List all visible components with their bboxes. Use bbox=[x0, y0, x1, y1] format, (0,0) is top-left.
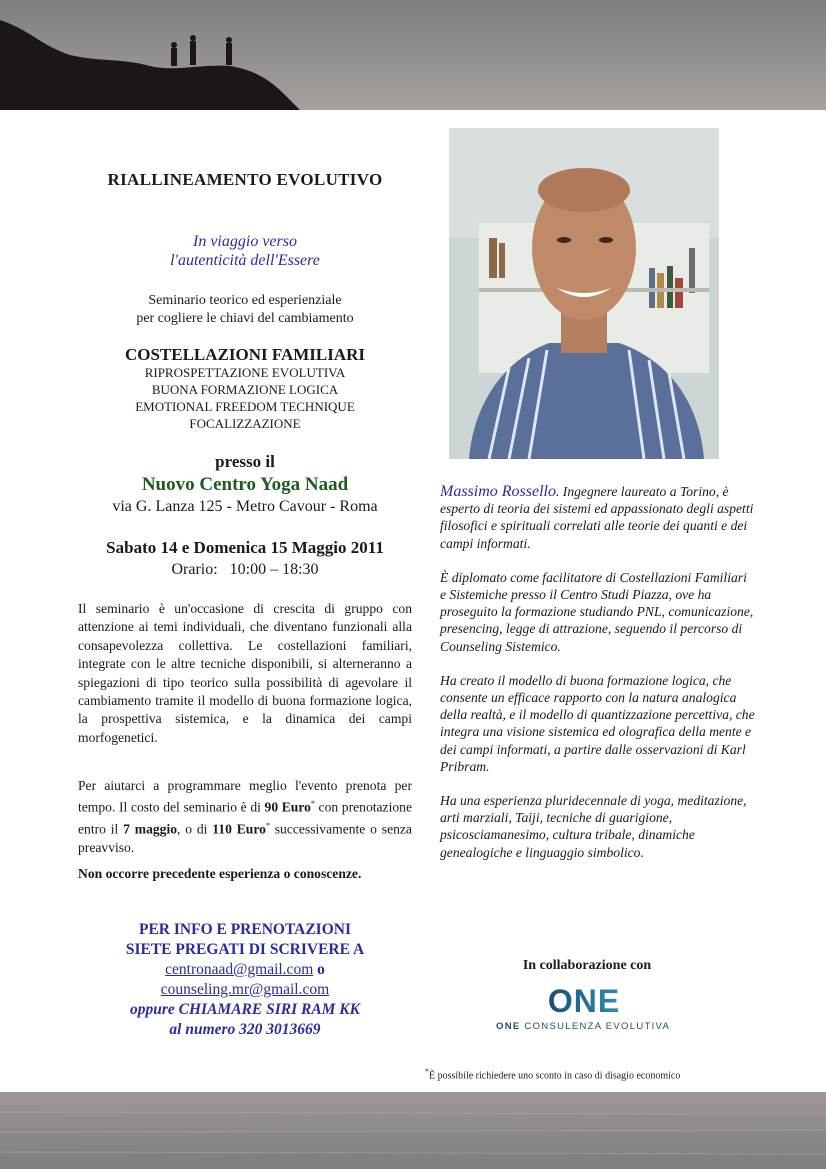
logo-wordmark bbox=[496, 1021, 676, 1032]
topic-item: EMOTIONAL FREEDOM TECHNIQUE bbox=[135, 399, 355, 414]
topic-item: BUONA FORMAZIONE LOGICA bbox=[151, 382, 339, 397]
footnote-mark: * bbox=[425, 1067, 429, 1076]
page-title: RIALLINEAMENTO EVOLUTIVO bbox=[107, 170, 383, 189]
hours-label: Orario: bbox=[171, 561, 218, 578]
logo-word-bold: ONE bbox=[496, 1021, 521, 1032]
tagline bbox=[78, 232, 412, 270]
footnote bbox=[425, 1067, 680, 1081]
seminar-line-2: per cogliere le chiavi del cambiamento bbox=[136, 311, 354, 326]
bio-paragraph: È diplomato come facilitatore di Costellazioni Familiari e Sistemiche presso il Centro Studi Piazza, ove ha proseguito la formazione studiando PNL, comunicazione, presencing, legge di attrazione, seguendo il percorso di Counseling Sistemico. bbox=[440, 569, 754, 654]
price-early: 90 Euro bbox=[264, 799, 311, 815]
asterisk-mark: * bbox=[265, 821, 270, 831]
asterisk-mark: * bbox=[310, 799, 315, 809]
topic-item: RIPROSPETTAZIONE EVOLUTIVA bbox=[144, 365, 346, 380]
footnote-text: È possibile richiedere uno sconto in caso di disagio economico bbox=[429, 1070, 681, 1082]
event-hours bbox=[78, 561, 412, 579]
bio-paragraph: Ha una esperienza pluridecennale di yoga, meditazione, arti marziali, Taiji, tecniche di guarigione, psicosciamanesimo, cultura tribale, dinamiche genealogiche e linguaggio simbolico. bbox=[440, 793, 747, 860]
tagline-line-1: In viaggio verso bbox=[193, 233, 297, 250]
pricing-text: con prenotazione entro il bbox=[78, 799, 412, 837]
early-deadline: 7 maggio bbox=[123, 821, 178, 837]
trainer-bio bbox=[440, 483, 756, 878]
bio-text: . Ingegnere laureato a Torino, è esperto di teoria dei sistemi ed appassionato degli aspetti filosofici e spirituali correlati alle teorie dei quanti e dei campi informati. bbox=[440, 484, 754, 551]
description-paragraph: Il seminario è un'occasione di crescita di gruppo con attenzione ai temi individuali, che diventano funzionali alla consapevolezza collettiva. Le costellazioni familiari, integrate con le altre tecniche disponibili, si alterneranno a spiegazioni di tipo teorico sulla possibilità di agevolare il cambiamento tramite il modello di buona formazione logica, la prospettiva sistemica, e la dinamica dei campi morfogenetici. bbox=[78, 601, 412, 745]
price-late: 110 Euro bbox=[212, 821, 266, 837]
contact-line-1: PER INFO E PRENOTAZIONI bbox=[139, 921, 351, 938]
pricing-text: successivamente o senza preavviso. bbox=[78, 821, 412, 856]
requirements-note: Non occorre precedente esperienza o conoscenze. bbox=[78, 866, 362, 881]
call-line-1: oppure CHIAMARE SIRI RAM KK bbox=[129, 1001, 360, 1018]
bio-paragraph: Ha creato il modello di buona formazione logica, che consente un efficace rapporto con la natura analogica della realtà, e il modello di quantizzazione percettiva, che integra una visione sistemica ed olografica della mente e dei campi informati, a partire dalle osservazioni di Karl Pribram. bbox=[440, 672, 755, 774]
tagline-line-2: l'autenticità dell'Essere bbox=[170, 252, 320, 269]
logo-word: CONSULENZA EVOLUTIVA bbox=[520, 1021, 671, 1032]
seminar-line-1: Seminario teorico ed esperienziale bbox=[148, 293, 342, 308]
contact-line-2: SIETE PREGATI DI SCRIVERE A bbox=[125, 941, 365, 958]
conjunction: o bbox=[313, 961, 325, 978]
venue-name: Nuovo Centro Yoga Naad bbox=[141, 474, 349, 495]
logo-mark: ONE bbox=[547, 983, 621, 1019]
event-dates: Sabato 14 e Domenica 15 Maggio 2011 bbox=[106, 538, 384, 557]
portrait-photo bbox=[449, 128, 719, 459]
collaboration-label: In collaborazione con bbox=[522, 958, 652, 973]
topics-heading: COSTELLAZIONI FAMILIARI bbox=[124, 345, 366, 364]
call-line-2: al numero 320 3013669 bbox=[169, 1021, 321, 1038]
presso-label: presso il bbox=[215, 452, 275, 471]
venue-address: via G. Lanza 125 - Metro Cavour - Roma bbox=[112, 498, 378, 515]
hours-value: 10:00 – 18:30 bbox=[229, 561, 319, 578]
pricing-text: Per aiutarci a programmare meglio l'evento prenota per tempo. Il costo del seminario è di bbox=[78, 778, 412, 815]
email-link-1[interactable]: centronaad@gmail.com bbox=[165, 961, 314, 978]
bottom-banner-image bbox=[0, 1092, 826, 1169]
pricing-text: , o di bbox=[177, 821, 213, 837]
pricing-paragraph bbox=[78, 777, 412, 858]
top-banner-image bbox=[0, 0, 826, 110]
seminar-description bbox=[78, 292, 412, 328]
contact-block bbox=[78, 920, 412, 1040]
bio-paragraph bbox=[440, 483, 756, 552]
topics-list bbox=[78, 364, 412, 432]
trainer-name: Massimo Rossello bbox=[440, 483, 556, 500]
topic-item: FOCALIZZAZIONE bbox=[189, 416, 301, 431]
email-link-2[interactable]: counseling.mr@gmail.com bbox=[160, 981, 330, 998]
